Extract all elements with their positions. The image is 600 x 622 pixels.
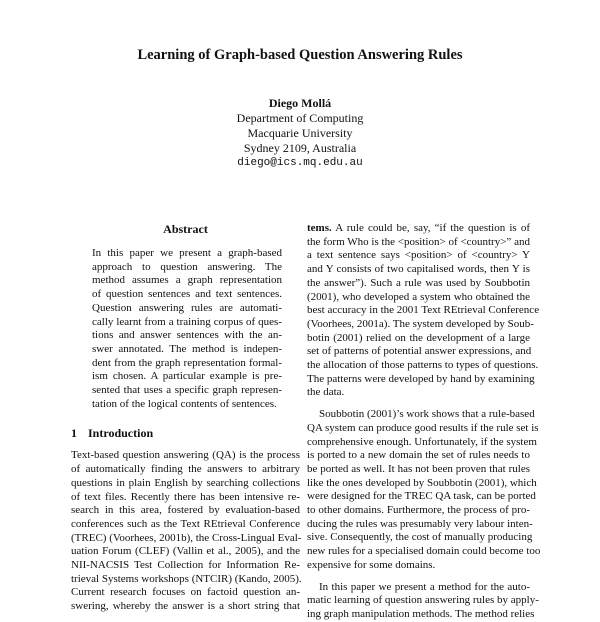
right-line: set of patterns of potential answer expressions, and — [307, 345, 532, 358]
abstract-line: method assumes a graph representation — [92, 274, 282, 287]
right-line: the form Who is the <position> of <country>” and — [307, 235, 530, 248]
introduction-text — [71, 449, 300, 613]
intro-line: Current research focuses on factoid question an- — [71, 586, 300, 599]
right-column — [307, 222, 541, 622]
section-title: Introduction — [88, 426, 154, 441]
section-number: 1 — [71, 426, 77, 441]
intro-line: trieval Systems workshops (NTCIR) (Kando, 2005). — [71, 572, 302, 585]
right-paragraph-1 — [307, 222, 540, 400]
author-address: Sydney 2109, Australia — [243, 141, 357, 155]
right-line: the answer”). Such a rule was used by Soubbotin — [307, 276, 530, 289]
intro-line: (TREC) (Voorhees, 2001b), the Cross-Lingual Eval- — [71, 531, 302, 544]
abstract-heading: Abstract — [163, 222, 208, 236]
right-line: were designed for the TREC QA task, can be ported — [307, 490, 536, 503]
abstract-line: swer annotated. The method is indepen- — [92, 342, 282, 355]
right-line: is ported to a new domain the set of rules needs to — [307, 449, 530, 462]
right-line: botin (2001) relied on the development of a large — [307, 331, 530, 344]
right-line: matic learning of question answering rules by apply- — [307, 594, 539, 607]
right-line — [307, 222, 530, 236]
author-email: diego@ics.mq.edu.au — [237, 157, 363, 169]
intro-line: Text-based question answering (QA) is the process — [71, 449, 300, 462]
intro-line: of automatically finding the answers to arbitrary — [71, 463, 300, 476]
left-column — [71, 222, 300, 614]
intro-line: questions in plain English by searching collections — [71, 476, 300, 489]
right-line: be ported as well. It has not been proven that rules — [307, 462, 530, 475]
intro-line: swering, whereby the answer is a short string that — [71, 600, 300, 613]
right-line: best accuracy in the 2001 Text REtrieval Conference — [307, 304, 540, 317]
abstract-line: ism chosen. A particular example is pre- — [92, 370, 282, 383]
intro-line: uation Forum (CLEF) (Vallin et al., 2005), and the — [71, 545, 300, 558]
author-block — [0, 96, 600, 171]
intro-line: NII-NACSIS Test Collection for Information Re- — [71, 559, 300, 572]
author-name: Diego Mollá — [268, 96, 332, 110]
intro-line: conferences such as the Text REtrieval Conference — [71, 517, 300, 530]
abstract-line: tions and answer sentences with the an- — [92, 329, 282, 342]
intro-line: search in this area, fostered by evaluation-based — [71, 504, 300, 517]
right-line: sive. Consequently, the cost of manually producing — [307, 531, 533, 544]
intro-line: of text files. Recently there has been intensive re- — [71, 490, 300, 503]
abstract-line: dent from the graph representation formal- — [92, 356, 282, 369]
abstract-line: cally learnt from a training corpus of ques- — [92, 315, 282, 328]
abstract-line: sented that uses a specific graph represen- — [92, 384, 282, 397]
paper-title: Learning of Graph-based Question Answering Rules — [137, 47, 463, 63]
right-line: like the ones developed by Soubbotin (2001), which — [307, 476, 537, 489]
abstract-line: tation of the logical contents of sentences. — [92, 397, 277, 410]
abstract-line: approach to question answering. The — [92, 260, 282, 273]
right-line: Soubbotin (2001)’s work shows that a rule-based — [319, 408, 535, 421]
right-line: expensive for some domains. — [307, 558, 436, 571]
abstract-line: of question sentences and text sentences. — [92, 288, 282, 301]
right-line: to other domains. Furthermore, the process of pro- — [307, 504, 530, 517]
right-line: the allocation of those patterns to types of questions. — [307, 359, 539, 372]
right-line: QA system can produce good results if the rule set is — [307, 421, 539, 434]
abstract-line: Question answering rules are automati- — [92, 301, 282, 314]
right-line: In this paper we present a method for the auto- — [319, 580, 530, 593]
right-line: comprehensive enough. Unfortunately, if the system — [307, 435, 537, 448]
right-line: the data. — [307, 386, 345, 399]
right-line: (Voorhees, 2001a). The system developed by Soub- — [307, 317, 534, 330]
right-line: new rules for a specialised domain could become too — [307, 545, 541, 558]
introduction-heading — [71, 426, 300, 441]
right-line: The patterns were developed by hand by examining — [307, 372, 535, 385]
author-university: Macquarie University — [247, 126, 353, 140]
right-line: ing graph manipulation methods. The method relies — [307, 607, 535, 620]
right-paragraph-3 — [307, 580, 539, 622]
right-line: a text sentence says <position> of <country> Y — [307, 249, 530, 262]
abstract-text — [92, 247, 282, 411]
right-line: and Y consists of two capitalised words, then Y is — [307, 263, 530, 276]
author-department: Department of Computing — [236, 111, 364, 125]
right-paragraph-2 — [307, 408, 541, 572]
right-line: ducing the rules was presumably very labour inten- — [307, 517, 533, 530]
abstract-line: In this paper we present a graph-based — [92, 247, 282, 259]
right-line-text: A rule could be, say, “if the question is of — [331, 222, 530, 234]
right-line: (2001), who developed a system who obtained the — [307, 290, 530, 303]
continued-word: tems. — [307, 222, 332, 234]
